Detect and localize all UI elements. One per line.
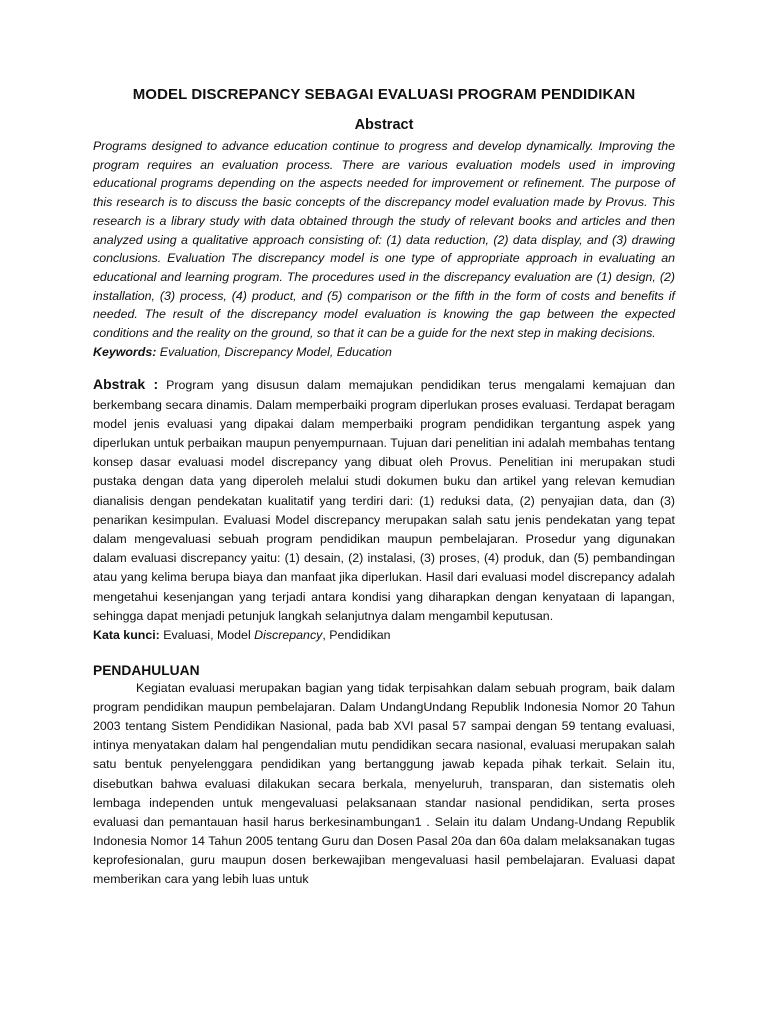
intro-paragraph: Kegiatan evaluasi merupakan bagian yang tidak terpisahkan dalam sebuah program, baik dalam program pendidikan maupun pembelajaran. Dalam UndangUndang Republik Indonesia Nomor 20 Tahun 2003 tentang Sistem Pendidikan Nasional, pada bab XVI pasal 57 sampai dengan 59 tentang evaluasi, intinya menyatakan dalam hal pengendalian mutu pendidikan secara nasional, evaluasi merupakan salah satu bentuk penyelenggara pendidikan yang bertanggung jawab kepada pihak terkait. Selain itu, disebutkan bahwa evaluasi dilakukan secara berkala, menyeluruh, transparan, dan sistematis oleh lembaga independen untuk mengevaluasi pelaksanaan standar nasional pendidikan, serta proses evaluasi dan pemantauan hasil harus berkesinambungan1 . Selain itu dalam Undang-Undang Republik Indonesia Nomor 14 Tahun 2005 tentang Guru dan Dosen Pasal 20a dan 60a dalam melaksanakan tugas keprofesionalan, guru maupun dosen berkewajiban mengevaluasi hasil pembelajaran. Evaluasi dapat memberikan cara yang lebih luas untuk [93,681,675,887]
kata-kunci-part1: Evaluasi, Model [159,628,255,643]
section-title-pendahuluan: PENDAHULUAN [93,663,200,679]
keywords-line [93,343,675,362]
keywords-value: Evaluation, Discrepancy Model, Education [156,344,392,359]
keywords-label: Keywords: [93,344,157,359]
kata-kunci-part2: , Pendidikan [322,628,391,643]
kata-kunci-label: Kata kunci: [93,628,160,643]
abstrak-indonesian [93,375,675,626]
paper-title: MODEL DISCREPANCY SEBAGAI EVALUASI PROGRAM PENDIDIKAN [132,86,636,103]
abstract-heading: Abstract [354,117,414,133]
abstrak-label: Abstrak : [93,376,159,393]
kata-kunci-italic: Discrepancy [254,628,323,643]
abstrak-text: Program yang disusun dalam memajukan pendidikan terus mengalami kemajuan dan berkembang secara dinamis. Dalam memperbaiki program diperlukan proses evaluasi. Terdapat beragam model jenis evaluasi yang dipakai dalam memperbaiki program pendidikan tergantung aspek yang diperlukan untuk perbaikan maupun penyempurnaan. Tujuan dari penelitian ini adalah membahas tentang konsep dasar evaluasi model discrepancy yang dibuat oleh Provus. Penelitian ini merupakan studi pustaka dengan data yang diperoleh melalui studi dokumen buku dan artikel yang relevan kemudian dianalisis dengan pendekatan kualitatif yang terdiri dari: (1) reduksi data, (2) penyajian data, dan (3) penarikan kesimpulan. Evaluasi Model discrepancy merupakan salah satu jenis pendekatan yang tepat dalam mengevaluasi sebuah program pendidikan maupun pembelajaran. Prosedur yang digunakan dalam evaluasi discrepancy yaitu: (1) desain, (2) instalasi, (3) proses, (4) produk, dan (5) pembandingan atau yang kelima berupa biaya dan manfaat jika diperlukan. Hasil dari evaluasi model discrepancy adalah mengetahui kesenjangan yang terjadi antara kondisi yang diharapkan dengan kenyataan di lapangan, sehingga dapat menjadi petunjuk langkah selanjutnya dalam mengambil keputusan. [93,378,675,623]
abstract-english: Programs designed to advance education continue to progress and develop dynamically. Improving the program requires an evaluation process. There are various evaluation models used in improving educational programs depending on the aspects needed for improvement or refinement. The purpose of this research is to discuss the basic concepts of the discrepancy model evaluation made by Provus. This research is a library study with data obtained through the study of relevant books and articles and then analyzed using a qualitative approach consisting of: (1) data reduction, (2) data display, and (3) drawing conclusions. Evaluation The discrepancy model is one type of appropriate approach in evaluating an educational and learning program. The procedures used in the discrepancy evaluation are (1) design, (2) installation, (3) process, (4) product, and (5) comparison or the fifth in the form of costs and benefits if needed. The result of the discrepancy model evaluation is knowing the gap between the expected conditions and the reality on the ground, so that it can be a guide for the next step in making decisions. [93,139,675,341]
kata-kunci-line [93,626,675,645]
